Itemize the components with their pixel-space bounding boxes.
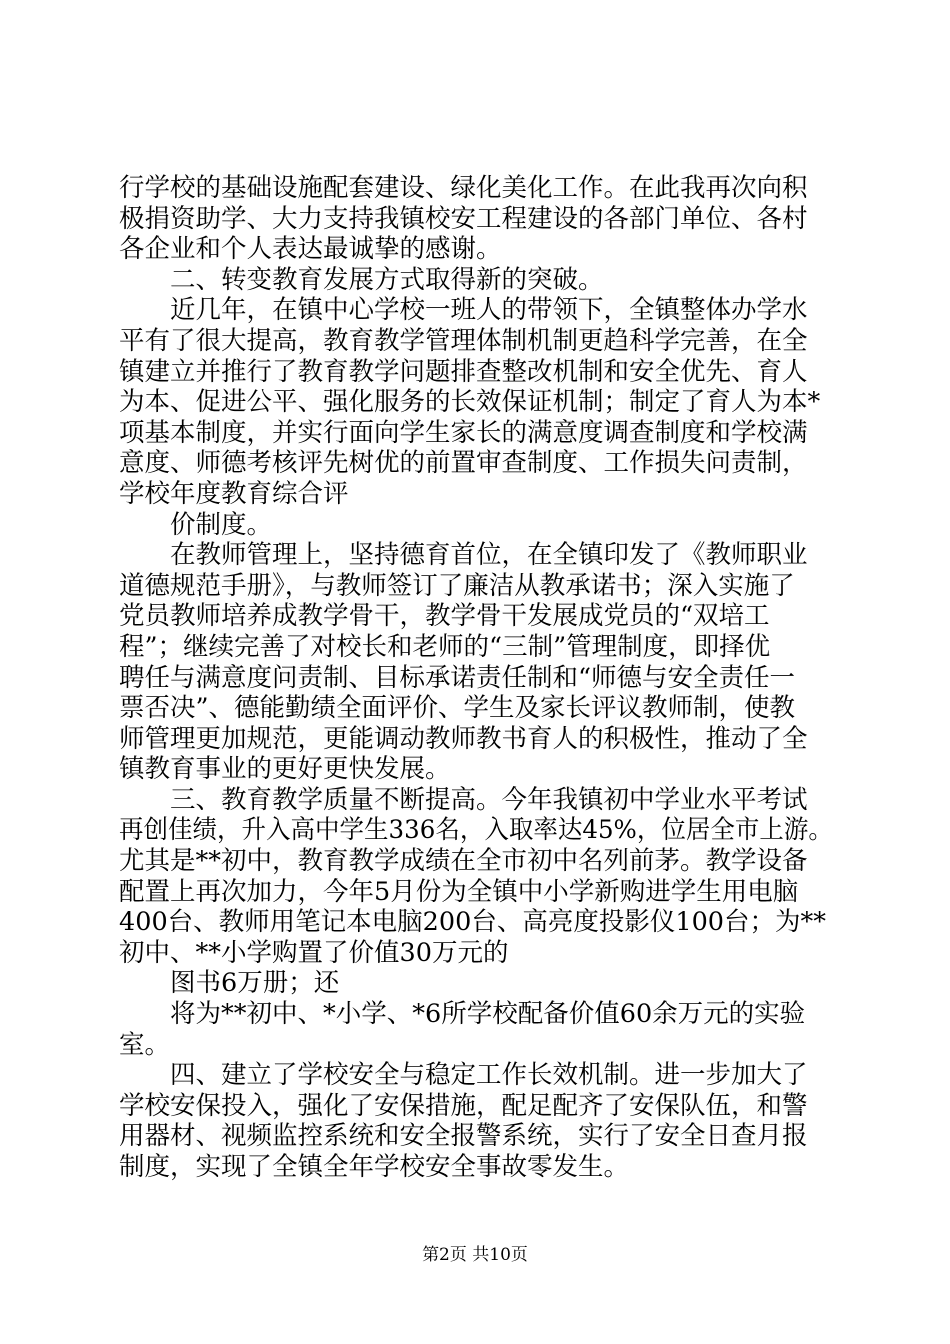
- paragraph-line: 价制度。: [119, 510, 273, 540]
- paragraph-line: 各企业和个人表达最诚挚的感谢。: [119, 234, 502, 264]
- paragraph-line: 在教师管理上，坚持德育首位，在全镇印发了《教师职业: [119, 540, 808, 570]
- paragraph-line: 初中、**小学购置了价值30万元的: [119, 938, 509, 968]
- paragraph-line: 学校年度教育综合评: [119, 479, 349, 509]
- paragraph-line: 近几年，在镇中心学校一班人的带领下，全镇整体办学水: [119, 295, 808, 325]
- paragraph-line: 意度、师德考核评先树优的前置审查制度、工作损失问责制，: [119, 448, 808, 478]
- paragraph-line: 镇建立并推行了教育教学问题排查整改机制和安全优先、育人: [119, 357, 808, 387]
- page-number-footer: 第2页 共10页: [422, 1245, 528, 1265]
- paragraph-line: 极捐资助学、大力支持我镇校安工程建设的各部门单位、各村: [119, 204, 808, 234]
- paragraph-line: 聘任与满意度问责制、目标承诺责任制和“师德与安全责任一: [119, 663, 796, 693]
- paragraph-line: 400台、教师用笔记本电脑200台、高亮度投影仪100台；为**: [119, 907, 827, 937]
- section-heading: 三、教育教学质量不断提高。今年我镇初中学业水平考试: [119, 785, 808, 815]
- paragraph-line: 程”；继续完善了对校长和老师的“三制”管理制度，即择优: [119, 632, 771, 662]
- paragraph-line: 学校安保投入，强化了安保措施，配足配齐了安保队伍，和警: [119, 1091, 808, 1121]
- paragraph-line: 平有了很大提高，教育教学管理体制机制更趋科学完善，在全: [119, 326, 808, 356]
- paragraph-line: 道德规范手册》，与教师签订了廉洁从教承诺书；深入实施了: [119, 571, 795, 601]
- paragraph-line: 为本、促进公平、强化服务的长效保证机制；制定了育人为本*: [119, 387, 821, 417]
- paragraph-line: 再创佳绩，升入高中学生336名，入取率达45%，位居全市上游。: [119, 815, 833, 845]
- paragraph-line: 师管理更加规范，更能调动教师教书育人的积极性，推动了全: [119, 724, 808, 754]
- paragraph-line: 党员教师培养成教学骨干，教学骨干发展成党员的“双培工: [119, 601, 770, 631]
- paragraph-line: 配置上再次加力，今年5月份为全镇中小学新购进学生用电脑: [119, 877, 799, 907]
- paragraph-line: 行学校的基础设施配套建设、绿化美化工作。在此我再次向积: [119, 173, 808, 203]
- paragraph-line: 用器材、视频监控系统和安全报警系统，实行了安全日查月报: [119, 1121, 808, 1151]
- paragraph-line: 项基本制度，并实行面向学生家长的满意度调查制度和学校满: [119, 418, 808, 448]
- paragraph-line: 图书6万册；还: [119, 968, 340, 998]
- paragraph-line: 制度，实现了全镇全年学校安全事故零发生。: [119, 1152, 630, 1182]
- paragraph-line: 室。: [119, 1030, 171, 1060]
- section-heading: 四、建立了学校安全与稳定工作长效机制。进一步加大了: [119, 1060, 808, 1090]
- paragraph-line: 镇教育事业的更好更快发展。: [119, 754, 451, 784]
- paragraph-line: 将为**初中、*小学、*6所学校配备价值60余万元的实验: [119, 999, 806, 1029]
- section-heading: 二、转变教育发展方式取得新的突破。: [119, 265, 604, 295]
- paragraph-line: 票否决”、德能勤绩全面评价、学生及家长评议教师制，使教: [119, 693, 796, 723]
- paragraph-line: 尤其是**初中，教育教学成绩在全市初中名列前茅。教学设备: [119, 846, 808, 876]
